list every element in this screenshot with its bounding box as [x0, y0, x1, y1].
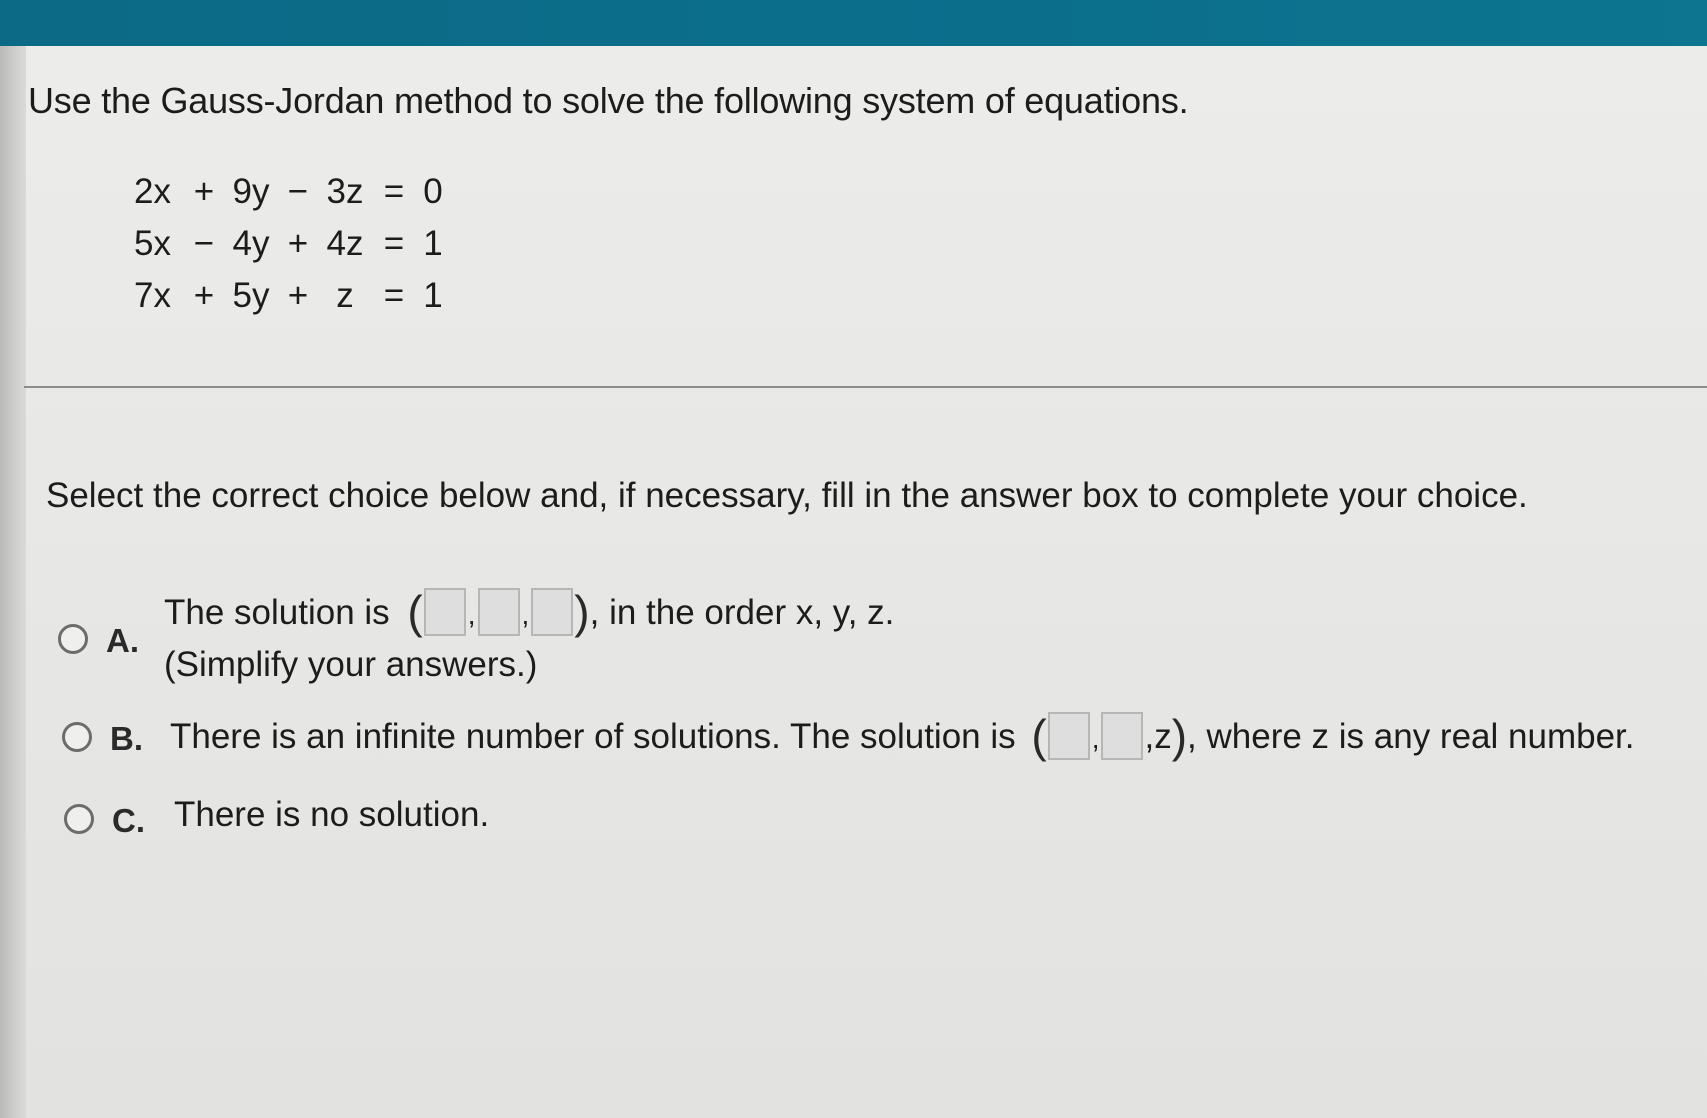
- choice-b-text: [170, 709, 1635, 764]
- section-divider: [24, 386, 1707, 388]
- z-parameter: ,z: [1144, 717, 1172, 756]
- choice-c-text: There is no solution.: [174, 795, 490, 834]
- answer-box-y[interactable]: [1101, 712, 1143, 760]
- constant: 0: [423, 172, 443, 211]
- operator: +: [287, 224, 309, 263]
- operator: −: [193, 224, 215, 263]
- answer-box-z[interactable]: [531, 588, 573, 636]
- answer-box-y[interactable]: [478, 588, 520, 636]
- choice-c-letter: C.: [112, 802, 145, 839]
- choice-a-trail: , in the order x, y, z.: [589, 593, 895, 632]
- term: 9y: [232, 172, 270, 211]
- radio-choice-b[interactable]: [62, 722, 92, 752]
- equation-2: [134, 218, 446, 270]
- choice-c[interactable]: [64, 790, 489, 840]
- operator: +: [193, 172, 215, 211]
- operator: −: [287, 172, 309, 211]
- comma: ,: [1091, 722, 1100, 754]
- constant: 1: [423, 276, 443, 315]
- top-bar: [0, 0, 1707, 46]
- equals-sign: =: [383, 276, 405, 315]
- open-paren: (: [407, 585, 423, 638]
- choice-a-letter: A.: [106, 622, 139, 659]
- choice-b-trail: , where z is any real number.: [1187, 717, 1635, 756]
- constant: 1: [423, 224, 443, 263]
- operator: +: [287, 276, 309, 315]
- select-prompt: Select the correct choice below and, if necessary, fill in the answer box to complete your choice.: [46, 476, 1528, 515]
- comma: ,: [467, 598, 476, 630]
- operator: +: [193, 276, 215, 315]
- open-paren: (: [1031, 709, 1047, 762]
- term: 5x: [134, 224, 171, 263]
- equation-1: [134, 166, 446, 218]
- radio-choice-a[interactable]: [58, 624, 88, 654]
- term: 2x: [134, 172, 171, 211]
- close-paren: ): [574, 585, 590, 638]
- term: 4z: [326, 224, 364, 263]
- choice-a-lead: The solution is: [164, 593, 390, 632]
- answer-box-x[interactable]: [1048, 712, 1090, 760]
- choice-b-lead: There is an infinite number of solutions. The solution is: [170, 717, 1016, 756]
- choice-a[interactable]: [58, 585, 895, 690]
- term: z: [336, 276, 354, 315]
- equation-3: [134, 270, 446, 322]
- radio-choice-c[interactable]: [64, 804, 94, 834]
- choice-a-text: [164, 585, 895, 690]
- left-edge: [0, 46, 26, 1118]
- choice-b[interactable]: [62, 709, 1635, 764]
- question-instruction: Use the Gauss-Jordan method to solve the following system of equations.: [28, 80, 1189, 121]
- choice-b-letter: B.: [110, 720, 143, 757]
- term: 4y: [232, 224, 270, 263]
- answer-box-x[interactable]: [424, 588, 466, 636]
- comma: ,: [521, 598, 530, 630]
- equals-sign: =: [383, 172, 405, 211]
- choice-a-line-1: [164, 585, 895, 640]
- equals-sign: =: [383, 224, 405, 263]
- term: 5y: [232, 276, 270, 315]
- equation-system: [134, 166, 446, 322]
- term: 3z: [326, 172, 364, 211]
- term: 7x: [134, 276, 171, 315]
- close-paren: ): [1171, 709, 1188, 762]
- choice-a-note: (Simplify your answers.): [164, 644, 538, 684]
